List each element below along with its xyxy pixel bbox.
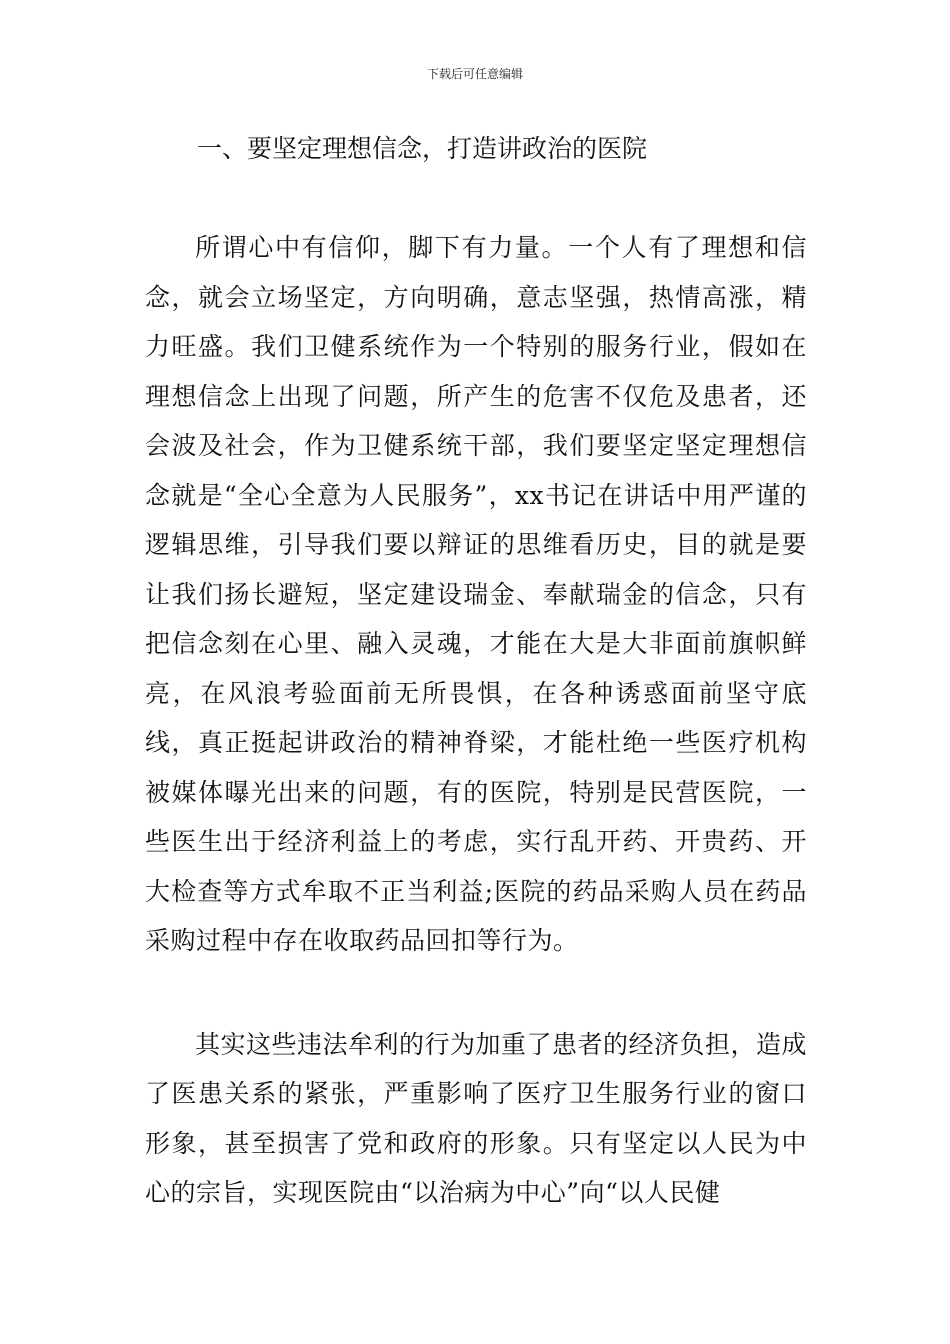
document-body <box>145 128 807 1218</box>
page-header-note: 下载后可任意编辑 <box>426 67 523 81</box>
paragraph-2: 其实这些违法牟利的行为加重了患者的经济负担，造成了医患关系的紧张，严重影响了医疗卫生服务行业的窗口形象，甚至损害了党和政府的形象。只有坚定以人民为中心的宗旨，实现医院由“以治病为中心”向“以人民健 <box>145 1029 808 1207</box>
section-heading: 一、要坚定理想信念，打造讲政治的医院 <box>197 134 648 163</box>
paragraph-1: 所谓心中有信仰，脚下有力量。一个人有了理想和信念，就会立场坚定，方向明确，意志坚强，热情高涨，精力旺盛。我们卫健系统作为一个特别的服务行业，假如在理想信念上出现了问题，所产生的危害不仅危及患者，还会波及社会，作为卫健系统干部，我们要坚定坚定理想信念就是“全心全意为人民服务”，xx书记在讲话中用严谨的逻辑思维，引导我们要以辩证的思维看历史，目的就是要让我们扬长避短，坚定建设瑞金、奉献瑞金的信念，只有把信念刻在心里、融入灵魂，才能在大是大非面前旗帜鲜亮，在风浪考验面前无所畏惧，在各种诱惑面前坚守底线，真正挺起讲政治的精神脊梁，才能杜绝一些医疗机构被媒体曝光出来的问题，有的医院，特别是民营医院，一些医生出于经济利益上的考虑，实行乱开药、开贵药、开大检查等方式牟取不正当利益;医院的药品采购人员在药品采购过程中存在收取药品回扣等行为。 <box>145 233 807 955</box>
